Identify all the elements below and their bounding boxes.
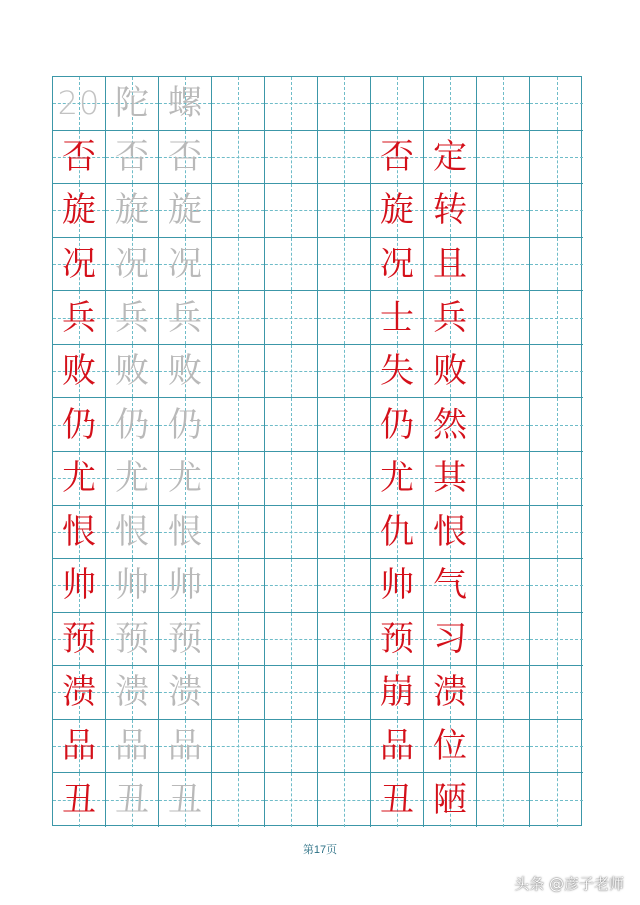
trace-character: 品 [168,726,202,767]
grid-cell [159,291,212,345]
grid-cell [212,398,265,452]
grid-cell [212,131,265,185]
model-character: 恨 [62,511,96,552]
grid-cell [53,559,106,613]
grid-cell [371,184,424,238]
grid-cell [371,131,424,185]
model-character: 败 [62,351,96,392]
model-character: 旋 [62,190,96,231]
model-character: 丑 [62,780,96,821]
grid-cell [371,720,424,774]
word-character: 况 [380,243,414,284]
grid-cell [530,506,583,560]
word-character: 旋 [380,190,414,231]
grid-cell [424,238,477,292]
grid-cell [106,77,159,131]
word-character: 且 [433,243,467,284]
grid-cell [424,291,477,345]
trace-character: 兵 [168,297,202,338]
grid-cell [212,773,265,827]
trace-character: 旋 [168,190,202,231]
trace-character: 败 [115,351,149,392]
grid-cell [530,613,583,667]
grid-cell [106,238,159,292]
trace-character: 品 [115,726,149,767]
grid-cell [371,506,424,560]
grid-cell [371,559,424,613]
grid-cell [53,773,106,827]
grid-cell [106,131,159,185]
lesson-number: 20 [57,84,101,123]
grid-cell [106,398,159,452]
grid-cell [159,398,212,452]
grid-cell [53,77,106,131]
grid-cell [265,720,318,774]
grid-cell [159,345,212,399]
grid-cell [371,345,424,399]
grid-cell [53,345,106,399]
grid-cell [477,238,530,292]
grid-cell [424,720,477,774]
grid-cell [106,613,159,667]
trace-character: 溃 [115,672,149,713]
grid-cell [530,398,583,452]
trace-character: 帅 [115,565,149,606]
word-character: 恨 [433,511,467,552]
grid-cell [265,452,318,506]
grid-cell [477,131,530,185]
grid-cell [371,613,424,667]
grid-cell [106,345,159,399]
model-character: 品 [62,726,96,767]
trace-character: 否 [168,136,202,177]
word-character: 位 [433,726,467,767]
grid-cell [53,720,106,774]
trace-character: 溃 [168,672,202,713]
trace-character: 仍 [115,404,149,445]
grid-cell [318,666,371,720]
grid-cell [371,773,424,827]
word-character: 气 [433,565,467,606]
grid-cell [424,506,477,560]
trace-character: 丑 [115,780,149,821]
grid-cell [53,506,106,560]
grid-cell [106,720,159,774]
grid-cell [159,613,212,667]
practice-grid [52,76,582,826]
grid-cell [318,773,371,827]
grid-cell [477,666,530,720]
grid-cell [318,291,371,345]
grid-cell [530,131,583,185]
grid-cell [212,452,265,506]
grid-cell [318,345,371,399]
grid-cell [477,452,530,506]
grid-cell [371,398,424,452]
grid-cell [477,506,530,560]
grid-cell [53,613,106,667]
trace-character: 况 [168,243,202,284]
grid-cell [159,452,212,506]
grid-cell [371,291,424,345]
grid-cell [318,613,371,667]
word-character: 其 [433,458,467,499]
grid-cell [212,291,265,345]
grid-cell [106,506,159,560]
word-character: 士 [380,297,414,338]
word-character: 然 [433,404,467,445]
grid-cell [159,131,212,185]
grid-cell [212,666,265,720]
grid-cell [318,184,371,238]
grid-cell [424,345,477,399]
lesson-title-char: 螺 [168,83,202,124]
trace-character: 仍 [168,404,202,445]
word-character: 尤 [380,458,414,499]
grid-cell [424,666,477,720]
grid-cell [477,398,530,452]
grid-cell [530,238,583,292]
grid-cell [265,666,318,720]
grid-cell [265,506,318,560]
grid-cell [424,131,477,185]
grid-cell [265,291,318,345]
grid-cell [159,77,212,131]
grid-cell [212,238,265,292]
grid-cell [53,238,106,292]
grid-cell [106,291,159,345]
grid-cell [477,184,530,238]
grid-cell [530,345,583,399]
grid-cell [530,773,583,827]
lesson-title-char: 陀 [115,83,149,124]
grid-cell [53,291,106,345]
grid-cell [477,720,530,774]
word-character: 败 [433,351,467,392]
grid-cell [424,398,477,452]
grid-cell [477,77,530,131]
grid-cell [106,666,159,720]
page-number: 第17页 [302,844,338,856]
grid-cell [53,184,106,238]
model-character: 况 [62,243,96,284]
grid-cell [212,506,265,560]
grid-cell [318,238,371,292]
grid-cell [265,238,318,292]
grid-cell [530,291,583,345]
word-character: 陋 [433,780,467,821]
trace-character: 预 [168,618,202,659]
word-character: 仇 [380,511,414,552]
grid-cell [424,77,477,131]
grid-cell [212,345,265,399]
word-character: 崩 [380,672,414,713]
grid-cell [159,773,212,827]
word-character: 帅 [380,565,414,606]
grid-cell [265,773,318,827]
model-character: 预 [62,618,96,659]
trace-character: 兵 [115,297,149,338]
grid-cell [530,559,583,613]
word-character: 失 [380,351,414,392]
word-character: 定 [433,136,467,177]
grid-cell [424,184,477,238]
grid-cell [530,720,583,774]
grid-cell [530,666,583,720]
grid-cell [477,345,530,399]
grid-cell [318,720,371,774]
grid-cell [212,77,265,131]
word-character: 品 [380,726,414,767]
model-character: 帅 [62,565,96,606]
grid-cell [424,613,477,667]
trace-character: 败 [168,351,202,392]
trace-character: 恨 [168,511,202,552]
grid-cell [477,559,530,613]
grid-cell [106,559,159,613]
trace-character: 旋 [115,190,149,231]
grid-cell [424,452,477,506]
model-character: 否 [62,136,96,177]
grid-cell [212,720,265,774]
grid-cell [265,345,318,399]
model-character: 尤 [62,458,96,499]
grid-cell [265,559,318,613]
grid-cell [265,77,318,131]
grid-cell [318,131,371,185]
grid-cell [212,559,265,613]
trace-character: 否 [115,136,149,177]
word-character: 转 [433,190,467,231]
grid-cell [159,559,212,613]
trace-character: 况 [115,243,149,284]
grid-cell [159,238,212,292]
watermark: 头条 @彦子老师 [514,875,624,893]
grid-cell [477,291,530,345]
word-character: 否 [380,136,414,177]
grid-cell [106,452,159,506]
grid-cell [318,506,371,560]
word-character: 溃 [433,672,467,713]
grid-cell [371,666,424,720]
grid-cell [265,131,318,185]
grid-cell [371,452,424,506]
grid-cell [318,452,371,506]
grid-cell [159,666,212,720]
trace-character: 预 [115,618,149,659]
word-character: 兵 [433,297,467,338]
grid-cell [265,184,318,238]
model-character: 溃 [62,672,96,713]
trace-character: 恨 [115,511,149,552]
grid-cell [424,773,477,827]
grid-cell [159,184,212,238]
trace-character: 尤 [115,458,149,499]
grid-cell [53,131,106,185]
grid-cell [318,398,371,452]
grid-cell [212,613,265,667]
word-character: 仍 [380,404,414,445]
grid-cell [318,77,371,131]
grid-cell [371,77,424,131]
grid-cell [159,506,212,560]
model-character: 兵 [62,297,96,338]
grid-cell [265,398,318,452]
grid-cell [530,184,583,238]
grid-cell [53,398,106,452]
grid-cell [106,184,159,238]
grid-cell [265,613,318,667]
grid-cell [530,77,583,131]
grid-cell [106,773,159,827]
grid-cell [212,184,265,238]
word-character: 预 [380,618,414,659]
trace-character: 丑 [168,780,202,821]
grid-cell [371,238,424,292]
trace-character: 尤 [168,458,202,499]
model-character: 仍 [62,404,96,445]
word-character: 习 [433,618,467,659]
grid-cell [53,452,106,506]
grid-cell [159,720,212,774]
grid-cell [477,773,530,827]
grid-cell [424,559,477,613]
word-character: 丑 [380,780,414,821]
grid-cell [477,613,530,667]
grid-cell [53,666,106,720]
grid-cell [318,559,371,613]
trace-character: 帅 [168,565,202,606]
grid-cell [530,452,583,506]
